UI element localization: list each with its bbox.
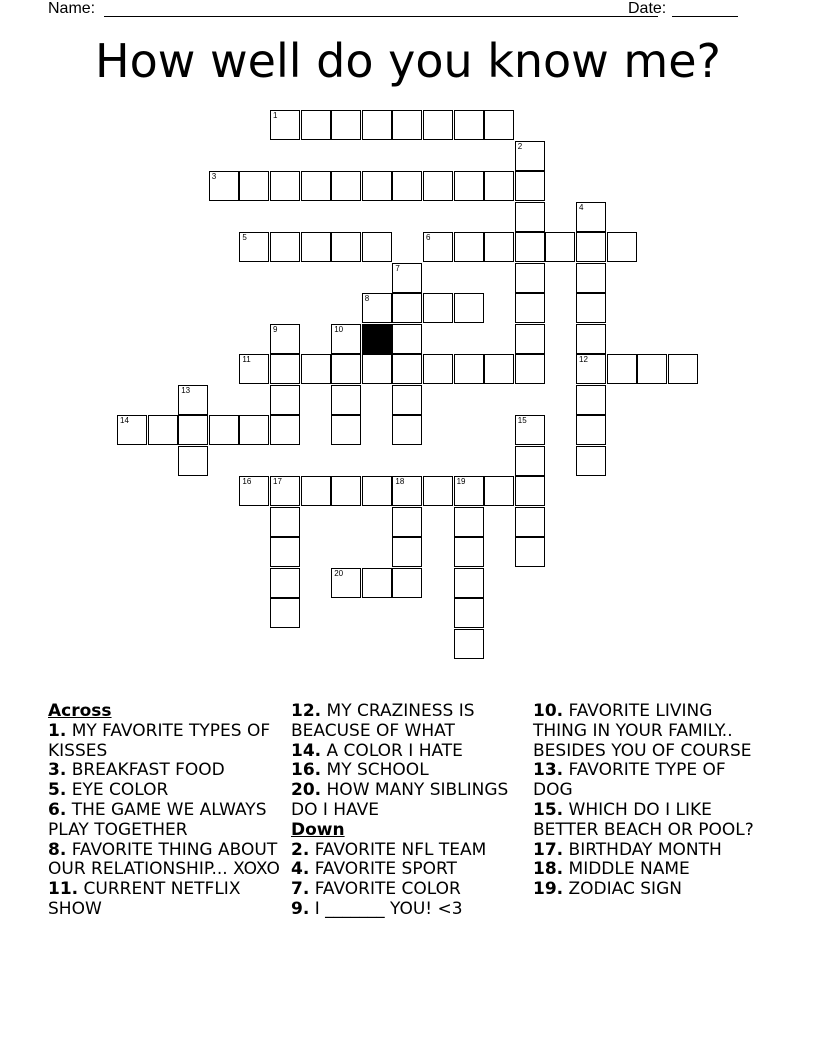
crossword-cell[interactable] (454, 507, 484, 537)
crossword-cell[interactable] (178, 385, 208, 415)
crossword-cell[interactable] (484, 354, 514, 384)
crossword-cell[interactable] (178, 415, 208, 445)
name-label: Name: (48, 0, 96, 17)
crossword-cell[interactable] (515, 141, 545, 171)
clue-text: I _______ YOU! <3 (309, 898, 463, 919)
crossword-cell[interactable] (576, 385, 606, 415)
crossword-cell[interactable] (239, 476, 269, 506)
crossword-cell[interactable] (576, 415, 606, 445)
clue-number: 1 (273, 111, 278, 120)
clue-text: MIDDLE NAME (563, 859, 690, 880)
crossword-cell[interactable] (270, 324, 300, 354)
clue-num: 11. (48, 879, 79, 900)
clue-text: THE GAME WE ALWAYS PLAY TOGETHER (48, 799, 267, 840)
clue (533, 860, 765, 880)
clue (533, 841, 765, 861)
crossword-cell[interactable] (392, 263, 422, 293)
crossword-cell[interactable] (576, 324, 606, 354)
crossword-cell[interactable] (331, 568, 361, 598)
clue-text: MY SCHOOL (321, 760, 429, 781)
clue-text: A COLOR I HATE (321, 740, 463, 761)
crossword-cell[interactable] (270, 171, 300, 201)
crossword-cell[interactable] (607, 354, 637, 384)
crossword-cell[interactable] (331, 476, 361, 506)
crossword-cell[interactable] (239, 232, 269, 262)
clue (291, 761, 523, 781)
crossword-cell[interactable] (515, 171, 545, 201)
crossword-cell[interactable] (454, 537, 484, 567)
crossword-cell[interactable] (454, 171, 484, 201)
clue-number: 9 (273, 324, 278, 334)
crossword-cell[interactable] (301, 354, 331, 384)
crossword-cell[interactable] (301, 232, 331, 262)
clue-num: 18. (533, 859, 564, 880)
clue (291, 900, 523, 920)
crossword-cell[interactable] (392, 324, 422, 354)
crossword-cell[interactable] (392, 507, 422, 537)
clue-num: 2. (291, 839, 310, 860)
crossword-cell[interactable] (515, 293, 545, 323)
clue-number: 20 (334, 568, 344, 578)
crossword-cell[interactable] (209, 171, 239, 201)
crossword-cell[interactable] (239, 171, 269, 201)
crossword-cell[interactable] (515, 263, 545, 293)
crossword-cell[interactable] (515, 446, 545, 476)
crossword-cell[interactable] (362, 293, 392, 323)
crossword-cell[interactable] (148, 415, 178, 445)
crossword-cell[interactable] (423, 110, 453, 140)
clue-text: FAVORITE COLOR (309, 879, 461, 900)
crossword-cell[interactable] (270, 110, 300, 140)
crossword-cell[interactable] (668, 354, 698, 384)
crossword-cell[interactable] (423, 476, 453, 506)
clue-num: 9. (291, 898, 310, 919)
clue-text: CURRENT NETFLIX SHOW (48, 879, 241, 919)
clue (533, 801, 765, 841)
clue-num: 15. (533, 799, 564, 820)
clue-num: 14. (291, 740, 322, 761)
crossword-cell[interactable] (270, 568, 300, 598)
clue-text: EYE COLOR (66, 780, 169, 801)
clue-number: 6 (426, 233, 431, 242)
crossword-cell[interactable] (576, 232, 606, 262)
clue-num: 20. (291, 780, 322, 801)
crossword-cell[interactable] (454, 354, 484, 384)
clue (48, 880, 280, 920)
clue (291, 781, 523, 821)
crossword-cell[interactable] (607, 232, 637, 262)
clues-column-3 (533, 702, 765, 900)
crossword-cell[interactable] (423, 293, 453, 323)
crossword-cell[interactable] (515, 476, 545, 506)
crossword-cell[interactable] (484, 476, 514, 506)
crossword-cell[interactable] (331, 415, 361, 445)
crossword-cell[interactable] (331, 232, 361, 262)
crossword-cell[interactable] (331, 354, 361, 384)
clue-num: 17. (533, 839, 564, 860)
crossword-cell[interactable] (576, 263, 606, 293)
crossword-cell[interactable] (331, 324, 361, 354)
crossword-cell[interactable] (270, 354, 300, 384)
crossword-cell[interactable] (362, 232, 392, 262)
clue-num: 12. (291, 701, 322, 721)
crossword-cell[interactable] (178, 446, 208, 476)
clue (291, 742, 523, 762)
crossword-cell[interactable] (454, 293, 484, 323)
clue-text: WHICH DO I LIKE BETTER BEACH OR POOL? (533, 799, 754, 840)
crossword-cell[interactable] (331, 385, 361, 415)
clue (291, 702, 523, 742)
clue-number: 16 (242, 477, 252, 486)
clue (48, 761, 280, 781)
crossword-cell[interactable] (423, 232, 453, 262)
clue-text: FAVORITE TYPE OF DOG (533, 760, 726, 801)
crossword-cell[interactable] (454, 629, 484, 659)
clue (533, 761, 765, 801)
crossword-cell[interactable] (301, 476, 331, 506)
crossword-cell[interactable] (331, 110, 361, 140)
clue-num: 1. (48, 720, 67, 741)
clues-column-1 (48, 702, 280, 920)
date-label: Date: (628, 0, 667, 17)
crossword-cell[interactable] (392, 171, 422, 201)
clue-num: 4. (291, 859, 310, 880)
crossword-cell[interactable] (392, 110, 422, 140)
crossword-cell[interactable] (454, 568, 484, 598)
clue-text: FAVORITE NFL TEAM (309, 839, 487, 860)
clue-num: 10. (533, 701, 564, 721)
crossword-cell[interactable] (576, 202, 606, 232)
page-title: How well do you know me? (95, 34, 721, 88)
crossword-cell[interactable] (392, 537, 422, 567)
crossword-cell[interactable] (515, 537, 545, 567)
clue-number: 13 (181, 385, 191, 395)
crossword-cell[interactable] (423, 354, 453, 384)
crossword-cell[interactable] (392, 354, 422, 384)
clue-text: MY FAVORITE TYPES OF KISSES (48, 720, 271, 761)
clue-text: BIRTHDAY MONTH (563, 839, 722, 860)
clue (48, 801, 280, 841)
crossword-cell[interactable] (362, 110, 392, 140)
clue (291, 880, 523, 900)
clue-text: MY CRAZINESS IS BEACUSE OF WHAT (291, 701, 475, 741)
clue-num: 19. (533, 879, 564, 900)
crossword-cell[interactable] (117, 415, 147, 445)
crossword-cell[interactable] (484, 110, 514, 140)
crossword-cell[interactable] (515, 507, 545, 537)
clue (48, 841, 280, 881)
crossword-cell[interactable] (270, 415, 300, 445)
clue-number: 3 (211, 172, 217, 181)
clue-number: 7 (395, 263, 400, 273)
crossword-cell[interactable] (454, 232, 484, 262)
clue (291, 841, 523, 861)
crossword-cell[interactable] (484, 171, 514, 201)
crossword-cell[interactable] (392, 415, 422, 445)
crossword-cell[interactable] (515, 202, 545, 232)
clue (48, 781, 280, 801)
clue-num: 7. (291, 879, 310, 900)
crossword-cell[interactable] (270, 537, 300, 567)
clue-text: FAVORITE THING ABOUT OUR RELATIONSHIP... XOXO (48, 839, 280, 880)
crossword-cell[interactable] (362, 476, 392, 506)
crossword-cell[interactable] (515, 232, 545, 262)
crossword-cell[interactable] (484, 232, 514, 262)
clue-num: 16. (291, 760, 322, 781)
clue-num: 6. (48, 799, 67, 820)
crossword-cell[interactable] (239, 415, 269, 445)
crossword-cell[interactable] (270, 385, 300, 415)
clue-number: 10 (334, 324, 344, 334)
crossword-cell[interactable] (576, 293, 606, 323)
clue-num: 13. (533, 760, 564, 781)
crossword-cell[interactable] (270, 476, 300, 506)
clue (291, 860, 523, 880)
crossword-cell[interactable] (362, 171, 392, 201)
crossword-cell[interactable] (454, 476, 484, 506)
clue-num: 5. (48, 780, 67, 801)
clue (533, 702, 765, 761)
clue-number: 18 (395, 477, 405, 486)
crossword-cell[interactable] (454, 110, 484, 140)
clue-number: 8 (364, 294, 370, 303)
crossword-cell[interactable] (576, 354, 606, 384)
clue-number: 14 (120, 416, 129, 425)
black-square (362, 324, 392, 354)
clue-text: HOW MANY SIBLINGS DO I HAVE (291, 780, 509, 820)
clue-number: 15 (517, 416, 527, 425)
crossword-cell[interactable] (392, 568, 422, 598)
crossword-cell[interactable] (270, 232, 300, 262)
clue-number: 19 (456, 477, 466, 486)
clue-number: 2 (517, 141, 523, 151)
clue-number: 17 (273, 477, 282, 486)
clue-text: ZODIAC SIGN (563, 879, 682, 900)
crossword-cell[interactable] (209, 415, 239, 445)
crossword-cell[interactable] (515, 415, 545, 445)
across-heading: Across (48, 701, 112, 721)
crossword-cell[interactable] (392, 385, 422, 415)
down-heading: Down (291, 819, 345, 840)
clue-text: FAVORITE SPORT (309, 859, 457, 880)
crossword-cell[interactable] (270, 507, 300, 537)
clue-num: 3. (48, 760, 67, 781)
clue (48, 722, 280, 762)
crossword-cell[interactable] (301, 110, 331, 140)
clue-number: 4 (579, 202, 584, 212)
clue-text: BREAKFAST FOOD (66, 760, 225, 781)
crossword-cell[interactable] (331, 171, 361, 201)
crossword-cell[interactable] (362, 568, 392, 598)
crossword-cell[interactable] (576, 446, 606, 476)
crossword-cell[interactable] (637, 354, 667, 384)
clue-number: 11 (242, 355, 251, 364)
crossword-cell[interactable] (545, 232, 575, 262)
crossword-cell[interactable] (515, 354, 545, 384)
crossword-cell[interactable] (362, 354, 392, 384)
crossword-cell[interactable] (392, 293, 422, 323)
crossword-cell[interactable] (454, 598, 484, 628)
crossword-cell[interactable] (239, 354, 269, 384)
crossword-cell[interactable] (392, 476, 422, 506)
clues-column-2 (291, 702, 523, 920)
clue-number: 5 (242, 233, 247, 242)
crossword-cell[interactable] (515, 324, 545, 354)
crossword-cell[interactable] (301, 171, 331, 201)
crossword-cell[interactable] (270, 598, 300, 628)
clue-text: FAVORITE LIVING THING IN YOUR FAMILY.. BESIDES YOU OF COURSE (533, 701, 752, 761)
crossword-cell[interactable] (423, 171, 453, 201)
clue (533, 880, 765, 900)
clue-number: 12 (579, 355, 588, 364)
clue-num: 8. (48, 839, 67, 860)
